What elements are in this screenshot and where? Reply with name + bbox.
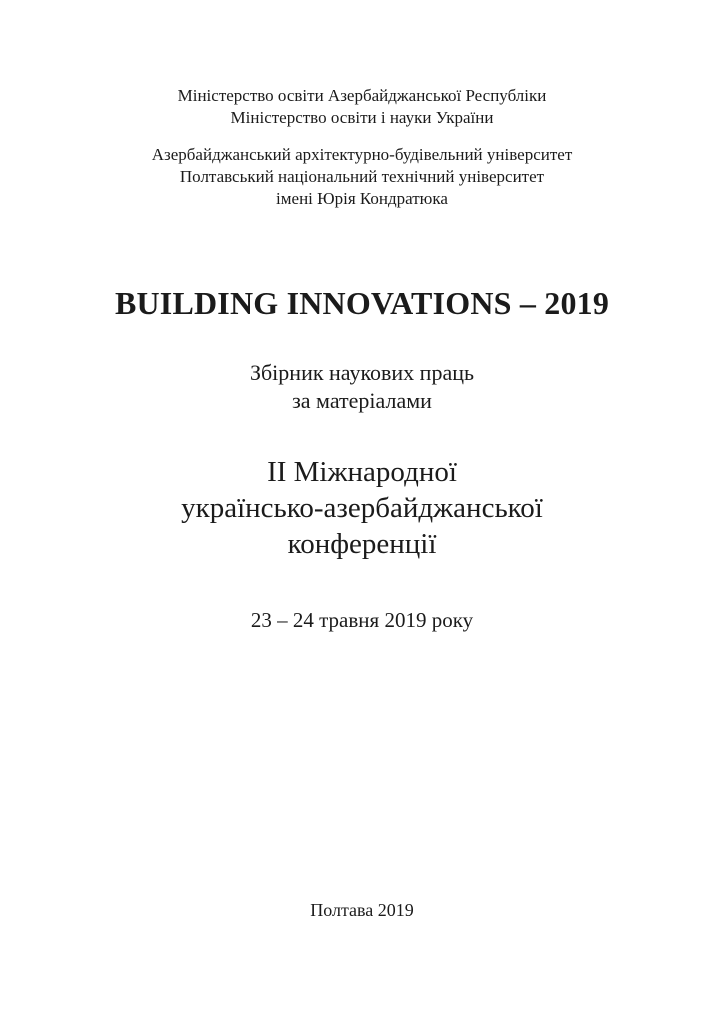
conference-title-line: українсько-азербайджанської xyxy=(181,492,543,524)
conference-title-block xyxy=(0,454,724,562)
subtitle-block xyxy=(0,359,724,415)
conference-title-line: ІІ Міжнародної xyxy=(267,456,457,488)
university-line: імені Юрія Кондратюка xyxy=(276,189,448,208)
universities-block xyxy=(0,144,724,210)
conference-dates: 23 – 24 травня 2019 року xyxy=(250,608,474,632)
ministry-line: Міністерство освіти і науки України xyxy=(230,108,494,127)
university-line: Азербайджанський архітектурно-будівельний університет xyxy=(151,145,573,164)
subtitle-line: за матеріалами xyxy=(292,388,432,413)
ministries-block xyxy=(0,85,724,129)
conference-title-line: конференції xyxy=(287,528,437,560)
document-title: BUILDING INNOVATIONS – 2019 xyxy=(114,285,610,321)
imprint-city-year: Полтава 2019 xyxy=(310,900,414,920)
ministry-line: Міністерство освіти Азербайджанської Республіки xyxy=(177,86,547,105)
university-line: Полтавський національний технічний університет xyxy=(179,167,545,186)
subtitle-line: Збірник наукових праць xyxy=(249,360,475,385)
